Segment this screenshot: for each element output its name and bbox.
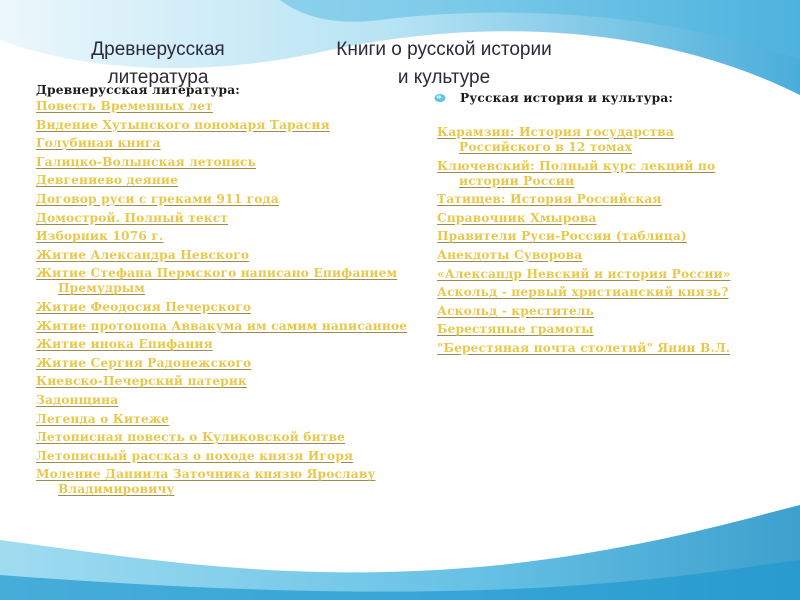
link[interactable]: Галицко-Волынская летопись [36, 154, 257, 169]
list-item [36, 430, 416, 445]
list-item [36, 412, 416, 427]
bullet-icon [434, 93, 446, 103]
link[interactable]: «Александр Невский и история России» [437, 266, 731, 281]
list-item [36, 136, 416, 151]
list-item [437, 192, 767, 207]
list-item [36, 229, 416, 244]
list-item [437, 267, 767, 282]
list-item [36, 374, 416, 389]
list-item [36, 319, 416, 334]
list-item [36, 356, 416, 371]
list-item [437, 159, 767, 189]
left-section-heading: Древнерусская литература: [36, 83, 240, 97]
link[interactable]: Житие Александра Невского [36, 247, 250, 262]
list-item [36, 118, 416, 133]
link[interactable]: Анекдоты Суворова [437, 247, 583, 262]
list-item [437, 125, 767, 155]
link[interactable]: Ключевский: Полный курс лекций по истории России [437, 158, 716, 188]
link[interactable]: Летописная повесть о Куликовской битве [36, 430, 345, 445]
list-item [437, 229, 767, 244]
link[interactable]: Правители Руси-России (таблица) [437, 229, 687, 244]
list-item [437, 341, 767, 356]
link[interactable]: Справочник Хмырова [437, 210, 597, 225]
link[interactable]: Житие Феодосия Печерского [36, 299, 252, 314]
link[interactable]: Повесть Временных лет [36, 99, 213, 113]
list-item [36, 449, 416, 464]
list-item [36, 337, 416, 352]
link[interactable]: Житие Сергия Радонежского [36, 355, 252, 370]
link[interactable]: Летописный рассказ о походе князя Игоря [36, 448, 354, 463]
link[interactable]: Голубиная книга [36, 136, 161, 151]
link[interactable]: Аскольд - первый христианский князь? [437, 285, 729, 300]
list-item [36, 173, 416, 188]
link[interactable]: Легенда о Китеже [36, 411, 170, 426]
list-item [36, 155, 416, 170]
link[interactable]: Видение Хутынского пономаря Тарасия [36, 117, 330, 132]
link[interactable]: Задонщина [36, 392, 119, 407]
list-item [437, 304, 767, 319]
list-item [437, 285, 767, 300]
link[interactable]: Житие Стефана Пермского написано Епифанием Премудрым [36, 266, 398, 296]
link[interactable]: Татищев: История Российская [437, 192, 662, 207]
right-title: Книги о русской истории и культуре [336, 39, 552, 88]
link[interactable]: "Берестяная почта столетий" Янин В.Л. [437, 340, 731, 355]
list-item [437, 211, 767, 226]
link[interactable]: Домострой. Полный текст [36, 210, 229, 225]
list-item [36, 300, 416, 315]
link[interactable]: Киевско-Печерский патерик [36, 374, 247, 389]
list-item [36, 211, 416, 226]
list-item [36, 192, 416, 207]
link[interactable]: Берестяные грамоты [437, 322, 594, 337]
old-russian-literature-list [36, 99, 416, 501]
link[interactable]: Девгениево деяние [36, 173, 178, 188]
link[interactable]: Житие инока Епифания [36, 337, 213, 352]
right-section-heading: Русская история и культура: [460, 91, 674, 105]
list-item [36, 467, 416, 497]
russian-history-list [437, 125, 767, 360]
link[interactable]: Аскольд - креститель [437, 303, 595, 318]
link[interactable]: Изборник 1076 г. [36, 229, 164, 244]
list-item [36, 393, 416, 408]
left-title: Древнерусская литература [91, 39, 225, 88]
link[interactable]: Житие протопопа Аввакума им самим написанное [36, 318, 408, 333]
list-item [437, 248, 767, 263]
list-item [36, 248, 416, 263]
list-item [36, 99, 416, 114]
list-item [437, 322, 767, 337]
link[interactable]: Договор руси с греками 911 года [36, 191, 279, 206]
link[interactable]: Моление Даниила Заточника князю Ярославу Владимировичу [36, 467, 376, 497]
list-item [36, 266, 416, 296]
link[interactable]: Карамзин: История государства Российского в 12 томах [437, 125, 674, 154]
